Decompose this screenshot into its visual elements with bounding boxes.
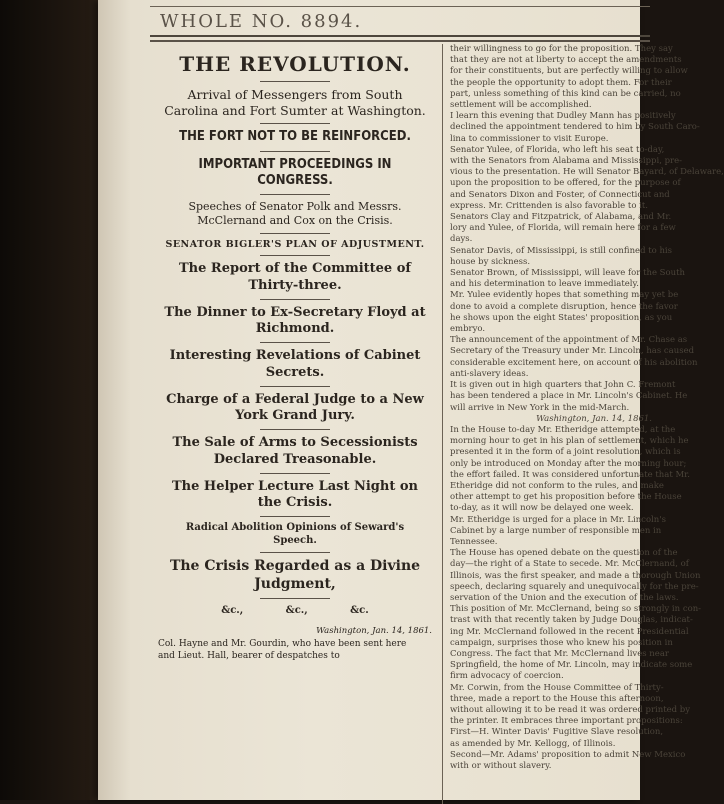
divider <box>260 516 330 517</box>
text-line: Secretary of the Treasury under Mr. Lincoln, has caused <box>450 346 695 357</box>
divider <box>260 598 330 599</box>
text-line: as amended by Mr. Kellogg, of Illinois. <box>450 738 616 749</box>
etc-item: &c. <box>350 605 369 617</box>
text-line: This position of Mr. McClernand, being so strongly in con- <box>450 604 702 615</box>
headline-deck: The Dinner to Ex-Secretary Floyd at Richmond. <box>164 304 426 337</box>
text-line: considerable excitement here, on account of his abolition <box>450 357 698 368</box>
text-line: other attempt to get his proposition before the House <box>450 492 682 503</box>
text-line: he shows upon the eight States' proposition, as you <box>450 312 673 323</box>
divider <box>260 233 330 234</box>
divider <box>260 342 330 343</box>
article-body <box>150 638 440 662</box>
text-line: for their constituents, but are perfectly willing to allow <box>450 66 688 77</box>
text-line: anti-slavery ideas. <box>450 368 529 379</box>
headline-deck: IMPORTANT PROCEEDINGS IN CONGRESS. <box>198 156 392 188</box>
text-line: the people the opportunity to adopt them. For their <box>450 77 672 88</box>
text-line: Springfield, the home of Mr. Lincoln, may indicate some <box>450 660 693 671</box>
body-line: and Lieut. Hall, bearer of despatches to <box>158 651 340 662</box>
text-line: Senators Clay and Fitzpatrick, of Alabama, and Mr. <box>450 212 672 223</box>
text-line: Second—Mr. Adams' proposition to admit New Mexico <box>450 749 686 760</box>
text-line: express. Mr. Crittenden is also favorable to it. <box>450 200 648 211</box>
dateline-right: Washington, Jan. 14, 1861. <box>536 413 652 424</box>
headline-deck: The Report of the Committee of Thirty-three. <box>179 261 411 293</box>
text-line: without allowing it to be read it was ordered printed by <box>450 704 691 715</box>
divider <box>260 429 330 430</box>
headline-deck: Charge of a Federal Judge to a New York Grand Jury. <box>166 391 424 424</box>
text-line: vious to the presentation. He will Senator Bayard, of Delaware, <box>450 167 724 178</box>
text-line: Tennessee. <box>450 536 498 547</box>
headline-deck: Speeches of Senator Polk and Messrs. McClernand and Cox on the Crisis. <box>188 200 402 227</box>
text-line: The announcement of the appointment of Mr. Chase as <box>450 335 688 346</box>
text-line: that they are not at liberty to accept the amendments <box>450 55 682 66</box>
dateline: Washington, Jan. 14, 1861. <box>316 626 432 637</box>
text-line: with or without slavery. <box>450 761 552 771</box>
text-line: and his determination to leave immediately. <box>450 279 639 290</box>
headline-deck: Arrival of Messengers from South Carolina and Fort Sumter at Washington. <box>164 87 426 118</box>
text-line: days. <box>450 234 473 245</box>
text-line: Cabinet by a large number of responsible men in <box>450 525 662 536</box>
text-line: In the House to-day Mr. Etheridge attempted, at the <box>450 424 676 435</box>
book-binding-shadow <box>0 0 110 800</box>
text-line: their willingness to go for the proposition. They say <box>450 44 673 54</box>
text-line: upon the proposition to be offered, for the purpose of <box>450 178 681 189</box>
text-line: morning hour to get in his plan of settlement, which he <box>450 436 689 447</box>
text-line: with the Senators from Alabama and Mississippi, pre- <box>450 156 683 167</box>
text-line: It is given out in high quarters that John C. Fremont <box>450 380 676 391</box>
text-line: done to avoid a complete disruption, hence the favor <box>450 301 678 312</box>
body-line: Col. Hayne and Mr. Gourdin, who have been sent here <box>158 639 407 650</box>
article-text-2 <box>450 424 702 772</box>
text-line: the printer. It embraces three important propositions: <box>450 716 683 727</box>
text-line: ing Mr. McClernand followed in the recent Presidential <box>450 626 689 637</box>
text-line: servation of the Union and the execution of the laws. <box>450 592 679 603</box>
divider <box>260 255 330 256</box>
text-line: house by sickness. <box>450 256 531 267</box>
divider <box>260 473 330 474</box>
text-line: lory and Yulee, of Florida, will remain here for a few <box>450 223 676 234</box>
headline-deck: The Sale of Arms to Secessionists Declared Treasonable. <box>172 435 418 467</box>
headline-deck: Interesting Revelations of Cabinet Secrets. <box>169 348 421 380</box>
text-line: Senator Yulee, of Florida, who left his seat to-day, <box>450 144 665 155</box>
etc-line <box>200 605 390 616</box>
text-line: settlement will be accomplished. <box>450 100 592 111</box>
text-line: Mr. Etheridge is urged for a place in Mr. Lincoln's <box>450 514 666 525</box>
text-line: lina to commissioner to visit Europe. <box>450 133 609 144</box>
headline-deck: The Helper Lecture Last Night on the Crisis. <box>171 478 418 511</box>
headline-deck: The Crisis Regarded as a Divine Judgment, <box>169 558 421 592</box>
text-line: First—H. Winter Davis' Fugitive Slave resolution, <box>450 727 664 738</box>
article-text-1 <box>450 44 724 414</box>
text-line: Senator Davis, of Mississippi, is still confined to his <box>450 245 673 256</box>
newspaper-page <box>98 0 724 800</box>
headline-deck: Radical Abolition Opinions of Seward's Speech. <box>185 522 405 546</box>
masthead <box>150 6 650 37</box>
text-line: Senator Brown, of Mississippi, will leave for the South <box>450 268 685 279</box>
text-line: declined the appointment tendered to him by South Caro- <box>450 122 700 133</box>
divider <box>260 123 330 124</box>
text-line: I learn this evening that Dudley Mann has positively <box>450 111 676 122</box>
text-line: Etheridge did not conform to the rules, and make <box>450 480 664 491</box>
headline-deck: SENATOR BIGLER'S PLAN OF ADJUSTMENT. <box>165 238 425 250</box>
text-line: Congress. The fact that Mr. McClernand lives near <box>450 648 669 659</box>
text-line: day—the right of a State to secede. Mr. McClernand, of <box>450 559 689 570</box>
divider <box>260 552 330 553</box>
headline-decks <box>150 87 440 599</box>
text-line: Mr. Yulee evidently hopes that something may yet be <box>450 290 679 301</box>
text-line: Mr. Corwin, from the House Committee of Thirty- <box>450 682 664 693</box>
divider <box>260 151 330 152</box>
text-line: embryo. <box>450 324 486 335</box>
column-divider <box>442 44 443 804</box>
headline-deck: THE FORT NOT TO BE REINFORCED. <box>179 129 411 145</box>
text-line: speech, declaring squarely and unequivocally for the pre- <box>450 581 699 592</box>
etc-item: &c., <box>285 605 308 617</box>
text-line: campaign, surprises those who knew his position in <box>450 637 673 648</box>
divider <box>260 386 330 387</box>
text-line: only be introduced on Monday after the morning hour; <box>450 458 687 469</box>
text-line: the effort failed. It was considered unfortunate that Mr. <box>450 469 691 480</box>
text-line: presented it in the form of a joint resolution, which is <box>450 447 681 458</box>
issue-number: WHOLE NO. 8894. <box>160 11 363 32</box>
text-line: will arrive in New York in the mid-March. <box>450 402 630 413</box>
text-line: The House has opened debate on the question of the <box>450 548 678 559</box>
text-line: trast with that recently taken by Judge Douglas, indicat- <box>450 615 693 626</box>
top-rule <box>150 40 650 42</box>
text-line: and Senators Dixon and Foster, of Connecticut and <box>450 189 670 200</box>
etc-item: &c., <box>221 605 244 617</box>
text-column <box>450 44 724 804</box>
divider <box>260 81 330 82</box>
divider <box>260 194 330 195</box>
text-line: Illinois, was the first speaker, and made a thorough Union <box>450 570 701 581</box>
text-line: three, made a report to the House this afternoon, <box>450 693 664 704</box>
text-line: to-day, as it will now be delayed one week. <box>450 503 634 514</box>
main-headline: THE REVOLUTION. <box>179 52 411 76</box>
text-line: has been tendered a place in Mr. Lincoln's Cabinet. He <box>450 391 688 402</box>
headline-column <box>150 44 440 804</box>
divider <box>260 299 330 300</box>
text-line: part, unless something of this kind can be carried, no <box>450 88 681 99</box>
text-line: firm advocacy of coercion. <box>450 671 564 682</box>
